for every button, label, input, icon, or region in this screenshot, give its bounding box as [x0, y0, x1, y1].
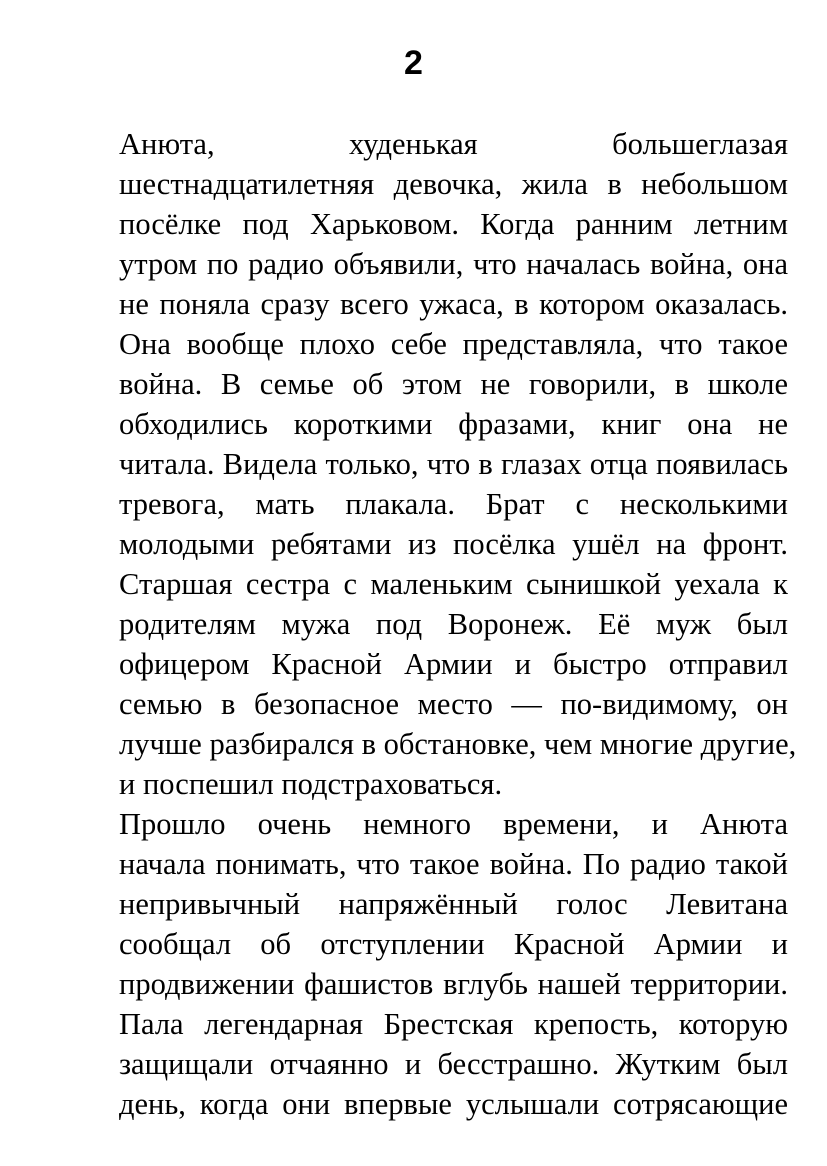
text-line: Старшая сестра с маленьким сынишкой уехала к [119, 567, 788, 601]
paragraph-2 [40, 804, 788, 1124]
text-line: родителям мужа под Воронеж. Её муж был [119, 607, 788, 641]
text-line: не поняла сразу всего ужаса, в котором оказалась. [119, 287, 788, 321]
text-line: посёлке под Харьковом. Когда ранним летним [119, 207, 788, 241]
text-line: сообщал об отступлении Красной Армии и [119, 927, 788, 961]
text-line: Она вообще плохо себе представляла, что такое [119, 327, 788, 361]
paragraph-1 [40, 124, 797, 804]
text-line: война. В семье об этом не говорили, в школе [119, 367, 788, 401]
text-line: шестнадцатилетняя девочка, жила в небольшом [119, 167, 788, 201]
text-line: офицером Красной Армии и быстро отправил [119, 647, 788, 681]
text-line: Анюта, худенькая большеглазая [119, 127, 788, 161]
text-line: непривычный напряжённый голос Левитана [119, 887, 788, 921]
text-line: семью в безопасное место — по-видимому, он [119, 687, 788, 721]
text-line: лучше разбирался в обстановке, чем многие другие, [119, 727, 797, 761]
text-line: молодыми ребятами из посёлка ушёл на фронт. [119, 527, 788, 561]
text-line: Пала легендарная Брестская крепость, которую [119, 1007, 788, 1041]
text-line: начала понимать, что такое война. По радио такой [119, 847, 788, 881]
text-body [40, 124, 797, 1124]
text-line: и поспешил подстраховаться. [119, 767, 503, 801]
text-line: утром по радио объявили, что началась война, она [119, 247, 788, 281]
page-number: 2 [404, 44, 423, 82]
text-line: тревога, мать плакала. Брат с несколькими [119, 487, 788, 521]
text-line: читала. Видела только, что в глазах отца появилась [119, 447, 788, 481]
text-line: Прошло очень немного времени, и Анюта [119, 807, 788, 841]
text-line: продвижении фашистов вглубь нашей территории. [119, 967, 788, 1001]
text-line: день, когда они впервые услышали сотрясающие [119, 1087, 788, 1121]
text-line: обходились короткими фразами, книг она не [119, 407, 788, 441]
text-line: защищали отчаянно и бесстрашно. Жутким был [119, 1047, 788, 1081]
